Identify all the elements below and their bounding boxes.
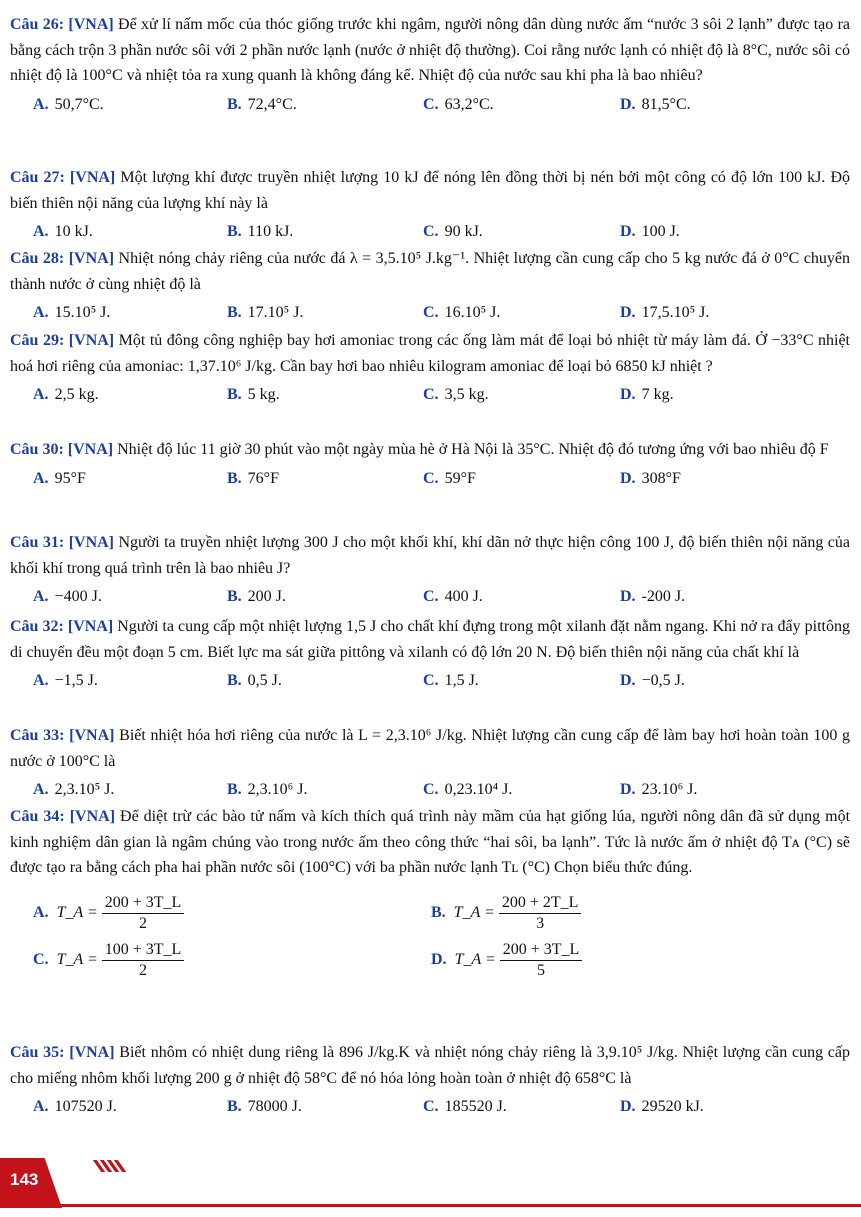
option-d[interactable]: D. 23.10⁶ J.: [620, 781, 698, 799]
option-a[interactable]: A. 50,7°C.: [33, 95, 104, 113]
question-body: Nhiệt nóng chảy riêng của nước đá λ = 3,5.10⁵ J.kg⁻¹. Nhiệt lượng cần cung cấp cho 5 kg nước đá ở 0°C chuyển thành nước ở cùng nhiệt độ là: [10, 250, 851, 293]
question-30: [10, 437, 850, 490]
question-body: Người ta truyền nhiệt lượng 300 J cho một khối khí, khí dãn nở thực hiện công 100 J, độ biến thiên nội năng của khối khí trong quá trình trên là bao nhiêu J?: [10, 534, 851, 577]
options-row: [10, 581, 850, 608]
options-row: [10, 774, 850, 801]
question-body: Biết nhôm có nhiệt dung riêng là 896 J/kg.K và nhiệt nóng chảy riêng là 3,9.10⁵ J/kg. Nhiệt lượng cần cung cấp cho miếng nhôm khối lượng 200 g ở nhiệt độ 58°C để nó hóa lỏng hoàn toàn ở nhiệt độ 658°C là: [10, 1044, 851, 1087]
option-c[interactable]: C. 59°F: [423, 469, 476, 487]
question-35: [10, 1040, 850, 1118]
option-b[interactable]: B. 78000 J.: [227, 1098, 302, 1116]
option-b[interactable]: B. 200 J.: [227, 588, 286, 606]
question-34: [10, 804, 850, 985]
option-c[interactable]: C. 16.10⁵ J.: [423, 304, 501, 322]
question-body: Người ta cung cấp một nhiệt lượng 1,5 J cho chất khí đựng trong một xilanh đặt nằm ngang. Khi nở ra đẩy pittông di chuyển đều một đoạn 5 cm. Biết lực ma sát giữa pittông và xilanh có độ lớn 20 N. Độ biến thiên nội năng của chất khí là: [10, 618, 851, 661]
question-label: Câu 28: [VNA]: [10, 250, 115, 267]
fraction: $\frac{200 + 3T\_L}{5}$: [500, 940, 583, 981]
fraction: $\frac{200 + 3T\_L}{2}$: [102, 893, 185, 934]
option-d[interactable]: D. 308°F: [620, 469, 681, 487]
question-label: Câu 27: [VNA]: [10, 169, 116, 186]
options-row: [10, 891, 850, 938]
question-label: Câu 26: [VNA]: [10, 16, 114, 33]
question-31: [10, 530, 850, 608]
option-c[interactable]: C. 63,2°C.: [423, 95, 494, 113]
question-text: [10, 437, 850, 463]
question-label: Câu 33: [VNA]: [10, 727, 115, 744]
question-27: [10, 165, 850, 243]
question-28: [10, 246, 850, 324]
option-a[interactable]: A. 2,3.10⁵ J.: [33, 781, 115, 799]
option-d[interactable]: D. 100 J.: [620, 223, 680, 241]
question-29: [10, 328, 850, 406]
options-row: [10, 297, 850, 324]
option-a[interactable]: A. 95°F: [33, 469, 86, 487]
options-row: [10, 938, 850, 985]
option-a[interactable]: A. 107520 J.: [33, 1098, 117, 1116]
option-b[interactable]: B. 0,5 J.: [227, 672, 282, 690]
options-row: [10, 1091, 850, 1118]
question-label: Câu 30: [VNA]: [10, 441, 114, 458]
option-c[interactable]: C. 0,23.10⁴ J.: [423, 781, 513, 799]
question-body: Để xử lí nấm mốc của thóc giống trước khi ngâm, người nông dân dùng nước ấm “nước 3 sôi 2 lạnh” được tạo ra bằng cách trộn 3 phần nước sôi với 2 phần nước lạnh (nước ở nhiệt độ thường). Coi rằng nước lạnh có nhiệt độ là 8°C, nước sôi có nhiệt độ là 100°C và nhiệt tỏa ra xung quanh là không đáng kể. Nhiệt độ của nước sau khi pha là bao nhiêu?: [10, 16, 851, 85]
question-label: Câu 31: [VNA]: [10, 534, 115, 551]
option-c[interactable]: C. 3,5 kg.: [423, 386, 489, 404]
option-d[interactable]: D. 17,5.10⁵ J.: [620, 304, 710, 322]
option-c[interactable]: C. 1,5 J.: [423, 672, 479, 690]
option-b[interactable]: B. 72,4°C.: [227, 95, 297, 113]
question-label: Câu 35: [VNA]: [10, 1044, 115, 1061]
question-body: Một tủ đông công nghiệp bay hơi amoniac trong các ống làm mát để loại bỏ nhiệt từ máy làm đá. Ở −33°C nhiệt hoá hơi riêng của amoniac: 1,37.10⁶ J/kg. Cần bay hơi bao nhiêu kilogram amoniac để loại bỏ 6850 kJ nhiệt ?: [10, 332, 851, 375]
option-a[interactable]: A. −1,5 J.: [33, 672, 98, 690]
question-text: [10, 614, 850, 665]
options-row: [10, 89, 850, 116]
page-number: 143: [10, 1170, 39, 1189]
question-label: Câu 34: [VNA]: [10, 808, 116, 825]
option-a[interactable]: A. 15.10⁵ J.: [33, 304, 111, 322]
question-text: [10, 12, 850, 89]
options-row: [10, 463, 850, 490]
option-d[interactable]: D. 29520 kJ.: [620, 1098, 704, 1116]
question-text: [10, 246, 850, 297]
page-footer: [0, 1158, 861, 1217]
options-row: [10, 379, 850, 406]
option-d[interactable]: D. 7 kg.: [620, 386, 674, 404]
option-d[interactable]: D. -200 J.: [620, 588, 686, 606]
options-row: [10, 665, 850, 692]
option-a[interactable]: A. −400 J.: [33, 588, 102, 606]
question-body: Để diệt trừ các bào tử nấm và kích thích quá trình này mầm của hạt giống lúa, người nông dân đã sử dụng một kinh nghiệm dân gian là ngâm chúng vào trong nước ấm theo công thức “hai sôi, ba lạnh”. Tức là nước ấm ở nhiệt độ Tᴀ (°C) sẽ được tạo ra bằng cách pha hai phần nước sôi (100°C) với ba phần nước lạnh Tʟ (°C) Chọn biểu thức đúng.: [10, 808, 851, 877]
question-33: [10, 723, 850, 801]
option-a[interactable]: A. 2,5 kg.: [33, 386, 99, 404]
option-c[interactable]: C. 400 J.: [423, 588, 483, 606]
option-b[interactable]: B. 76°F: [227, 469, 279, 487]
question-body: Một lượng khí được truyền nhiệt lượng 10 kJ để nóng lên đồng thời bị nén bởi một công có độ lớn 100 kJ. Độ biến thiên nội năng của lượng khí này là: [10, 169, 850, 212]
question-text: [10, 328, 850, 379]
option-d[interactable]: D. T_A = $\frac{200 + 3T\_L}{5}$: [431, 940, 582, 981]
options-row: [10, 216, 850, 243]
option-a[interactable]: A. T_A = $\frac{200 + 3T\_L}{2}$: [33, 893, 184, 934]
question-label: Câu 32: [VNA]: [10, 618, 114, 635]
question-text: [10, 530, 850, 581]
question-text: [10, 165, 850, 216]
option-b[interactable]: B. 17.10⁵ J.: [227, 304, 304, 322]
option-b[interactable]: B. 5 kg.: [227, 386, 280, 404]
option-c[interactable]: C. T_A = $\frac{100 + 3T\_L}{2}$: [33, 940, 184, 981]
question-text: [10, 804, 850, 881]
option-a[interactable]: A. 10 kJ.: [33, 223, 93, 241]
question-32: [10, 614, 850, 692]
option-d[interactable]: D. 81,5°C.: [620, 95, 691, 113]
option-b[interactable]: B. 110 kJ.: [227, 223, 294, 241]
option-b[interactable]: B. T_A = $\frac{200 + 2T\_L}{3}$: [431, 893, 581, 934]
option-d[interactable]: D. −0,5 J.: [620, 672, 685, 690]
footer-rule: [0, 1204, 861, 1207]
question-text: [10, 723, 850, 774]
option-b[interactable]: B. 2,3.10⁶ J.: [227, 781, 308, 799]
fraction: $\frac{200 + 2T\_L}{3}$: [499, 893, 582, 934]
question-body: Biết nhiệt hóa hơi riêng của nước là L = 2,3.10⁶ J/kg. Nhiệt lượng cần cung cấp để làm bay hơi hoàn toàn 100 g nước ở 100°C là: [10, 727, 851, 770]
question-text: [10, 1040, 850, 1091]
question-26: [10, 12, 850, 116]
option-c[interactable]: C. 185520 J.: [423, 1098, 507, 1116]
question-body: Nhiệt độ lúc 11 giờ 30 phút vào một ngày mùa hè ở Hà Nội là 35°C. Nhiệt độ đó tương ứng với bao nhiêu độ F: [117, 441, 829, 458]
fraction: $\frac{100 + 3T\_L}{2}$: [102, 940, 185, 981]
question-label: Câu 29: [VNA]: [10, 332, 115, 349]
option-c[interactable]: C. 90 kJ.: [423, 223, 483, 241]
